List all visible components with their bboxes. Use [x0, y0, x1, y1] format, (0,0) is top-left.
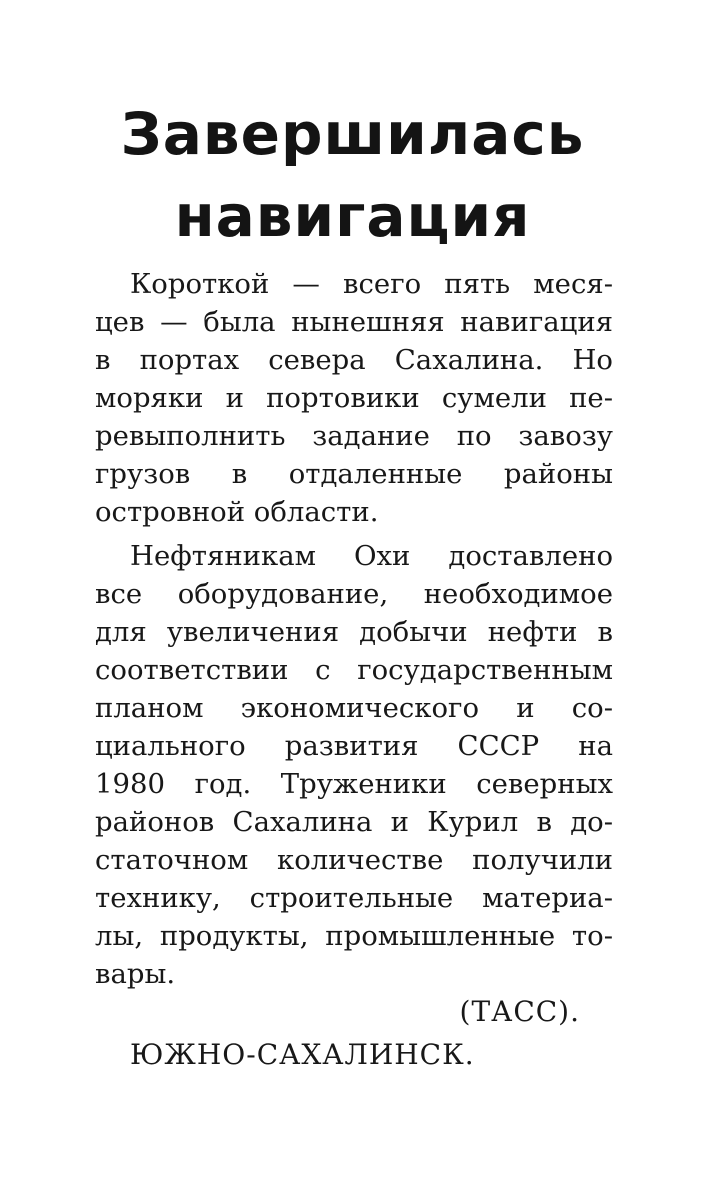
paragraph-2-line: все оборудование, необходимое	[95, 578, 613, 610]
paragraph-2-line: циального развития СССР на	[95, 730, 613, 762]
paragraph-2-line: Нефтяникам Охи доставлено	[130, 540, 613, 572]
paragraph-2-line: районов Сахалина и Курил в до-	[95, 806, 613, 838]
paragraph-2-line: лы, продукты, промышленные то-	[95, 920, 613, 952]
paragraph-1-line: цев — была нынешняя навигация	[95, 306, 613, 338]
paragraph-2-line: планом экономического и со-	[95, 692, 613, 724]
headline-line-2: навигация	[174, 182, 531, 250]
paragraph-1-line: грузов в отдаленные районы	[95, 458, 613, 490]
headline-line-1: Завершилась	[120, 100, 585, 168]
paragraph-1-line: моряки и портовики сумели пе-	[95, 382, 613, 414]
paragraph-1-line: островной области.	[95, 496, 379, 528]
paragraph-2-line: технику, строительные материа-	[95, 882, 613, 914]
paragraph-2-line: статочном количестве получили	[95, 844, 613, 876]
paragraph-2-line: соответствии с государственным	[95, 654, 613, 686]
paragraph-2-line: вары.	[95, 958, 176, 990]
paragraph-1-line: Короткой — всего пять меся-	[130, 268, 613, 300]
paragraph-1-line: в портах севера Сахалина. Но	[95, 344, 613, 376]
paragraph-1-line: ревыполнить задание по завозу	[95, 420, 613, 452]
paragraph-2-line: для увеличения добычи нефти в	[95, 616, 613, 648]
paragraph-2-line: 1980 год. Труженики северных	[95, 768, 613, 800]
dateline: ЮЖНО-САХАЛИНСК.	[130, 1038, 475, 1071]
source-attribution: (ТАСС).	[459, 995, 580, 1028]
